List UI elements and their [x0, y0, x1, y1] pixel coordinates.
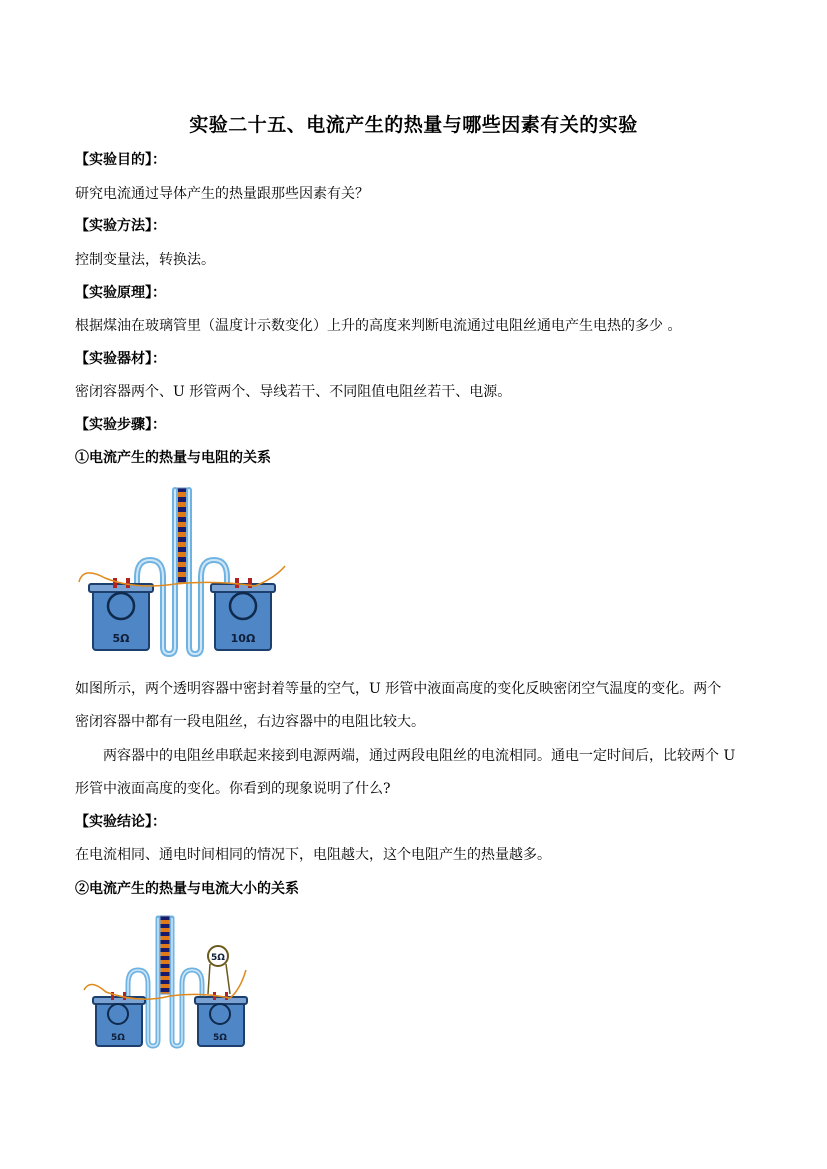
- container-left-2: [93, 992, 145, 1046]
- conclusion-heading: 【实验结论】：: [75, 814, 166, 830]
- figure-current-experiment: [80, 912, 250, 1052]
- description-line-3: 两容器中的电阻丝串联起来接到电源两端，通过两段电阻丝的电流相同。通电一定时间后，比较两个 U: [103, 748, 736, 764]
- purpose-heading: 【实验目的】：: [75, 152, 166, 168]
- fig2-left-label: 5Ω: [111, 1033, 125, 1043]
- container-right-2: [195, 992, 247, 1046]
- description-line-4: 形管中液面高度的变化。你看到的现象说明了什么?: [75, 781, 391, 797]
- figure-resistance-experiment: [75, 482, 290, 658]
- step2-title: ②电流产生的热量与电流大小的关系: [75, 881, 299, 897]
- conclusion-text: 在电流相同、通电时间相同的情况下，电阻越大，这个电阻产生的热量越多。: [75, 847, 551, 863]
- principle-heading: 【实验原理】：: [75, 285, 166, 301]
- steps-heading: 【实验步骤】：: [75, 417, 166, 433]
- scale-ruler-2: [160, 916, 170, 994]
- purpose-text: 研究电流通过导体产生的热量跟那些因素有关？: [75, 186, 369, 202]
- external-resistor: [208, 946, 230, 994]
- method-text: 控制变量法，转换法。: [75, 252, 215, 268]
- fig2-outer-label: 5Ω: [211, 953, 225, 963]
- equipment-heading: 【实验器材】：: [75, 351, 166, 367]
- fig1-right-label: 10Ω: [230, 632, 256, 645]
- page-title: 实验二十五、电流产生的热量与哪些因素有关的实验: [189, 114, 638, 136]
- description-line-2: 密闭容器中都有一段电阻丝，右边容器中的电阻比较大。: [75, 714, 425, 730]
- container-left: [89, 578, 153, 650]
- fig1-left-label: 5Ω: [112, 632, 130, 645]
- method-heading: 【实验方法】：: [75, 218, 166, 234]
- fig2-right-label: 5Ω: [213, 1033, 227, 1043]
- equipment-text: 密闭容器两个、U 形管两个、导线若干、不同阻值电阻丝若干、电源。: [75, 384, 512, 400]
- container-right: [211, 578, 275, 650]
- description-line-1: 如图所示，两个透明容器中密封着等量的空气，U 形管中液面高度的变化反映密闭空气温度的变化。两个: [75, 681, 722, 697]
- step1-title: ①电流产生的热量与电阻的关系: [75, 450, 271, 466]
- principle-text: 根据煤油在玻璃管里（温度计示数变化）上升的高度来判断电流通过电阻丝通电产生电热的多少 。: [75, 318, 682, 334]
